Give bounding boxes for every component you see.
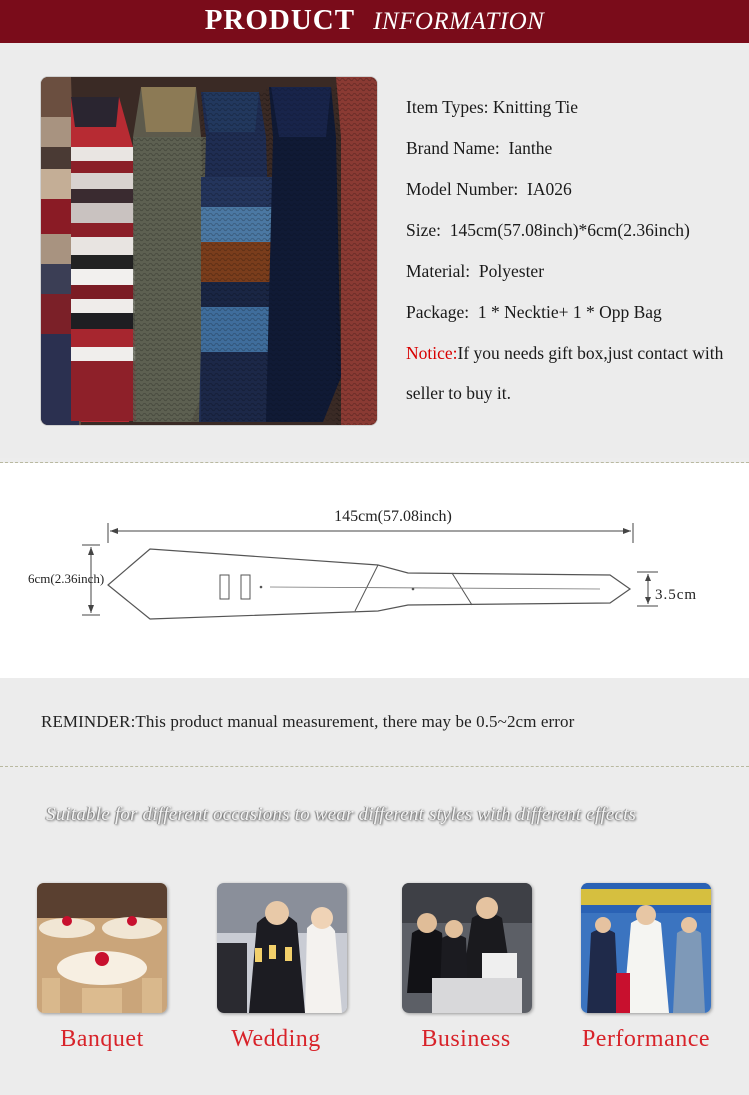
tie-outline-drawing bbox=[0, 463, 749, 678]
notice-text bbox=[406, 333, 741, 413]
occasion-label-performance: Performance bbox=[581, 1026, 711, 1052]
occasion-label-banquet: Banquet bbox=[60, 1026, 144, 1052]
wedding-photo bbox=[217, 883, 347, 1013]
product-photo bbox=[40, 76, 378, 426]
reminder-text: REMINDER:This product manual measurement, there may be 0.5~2cm error bbox=[41, 712, 575, 731]
spec-material: Material: Polyester bbox=[406, 261, 545, 281]
occasions-tagline: Suitable for different occasions to wear different styles with different effects bbox=[46, 804, 637, 825]
length-label: 145cm(57.08inch) bbox=[334, 508, 452, 525]
business-photo bbox=[402, 883, 532, 1013]
spec-list bbox=[406, 95, 746, 413]
knit-ties-image bbox=[41, 77, 378, 426]
banquet-photo bbox=[37, 883, 167, 1013]
divider bbox=[0, 766, 749, 767]
performance-photo bbox=[581, 883, 711, 1013]
tip-label: 3.5cm bbox=[655, 587, 698, 603]
occasion-label-business: Business bbox=[421, 1026, 511, 1052]
notice-body: If you needs gift box,just contact with seller to buy it. bbox=[406, 343, 724, 403]
occasion-label-wedding: Wedding bbox=[231, 1026, 321, 1052]
header-banner bbox=[0, 0, 749, 43]
spec-size: Size: 145cm(57.08inch)*6cm(2.36inch) bbox=[406, 220, 690, 240]
tie-size-diagram bbox=[0, 463, 749, 678]
product-info-section bbox=[0, 43, 749, 458]
title-italic: INFORMATION bbox=[373, 8, 545, 35]
title-bold: PRODUCT bbox=[204, 4, 356, 36]
width-label: 6cm(2.36inch) bbox=[28, 571, 105, 586]
spec-package: Package: 1 * Necktie+ 1 * Opp Bag bbox=[406, 302, 662, 322]
notice-label: Notice: bbox=[406, 343, 458, 363]
reminder-section bbox=[0, 678, 749, 766]
spec-item-type: Item Types: Knitting Tie bbox=[406, 97, 579, 117]
occasions-section bbox=[0, 768, 749, 1095]
section-title bbox=[0, 0, 749, 43]
spec-brand-name: Brand Name: Ianthe bbox=[406, 138, 553, 158]
spec-model-number: Model Number: IA026 bbox=[406, 179, 572, 199]
